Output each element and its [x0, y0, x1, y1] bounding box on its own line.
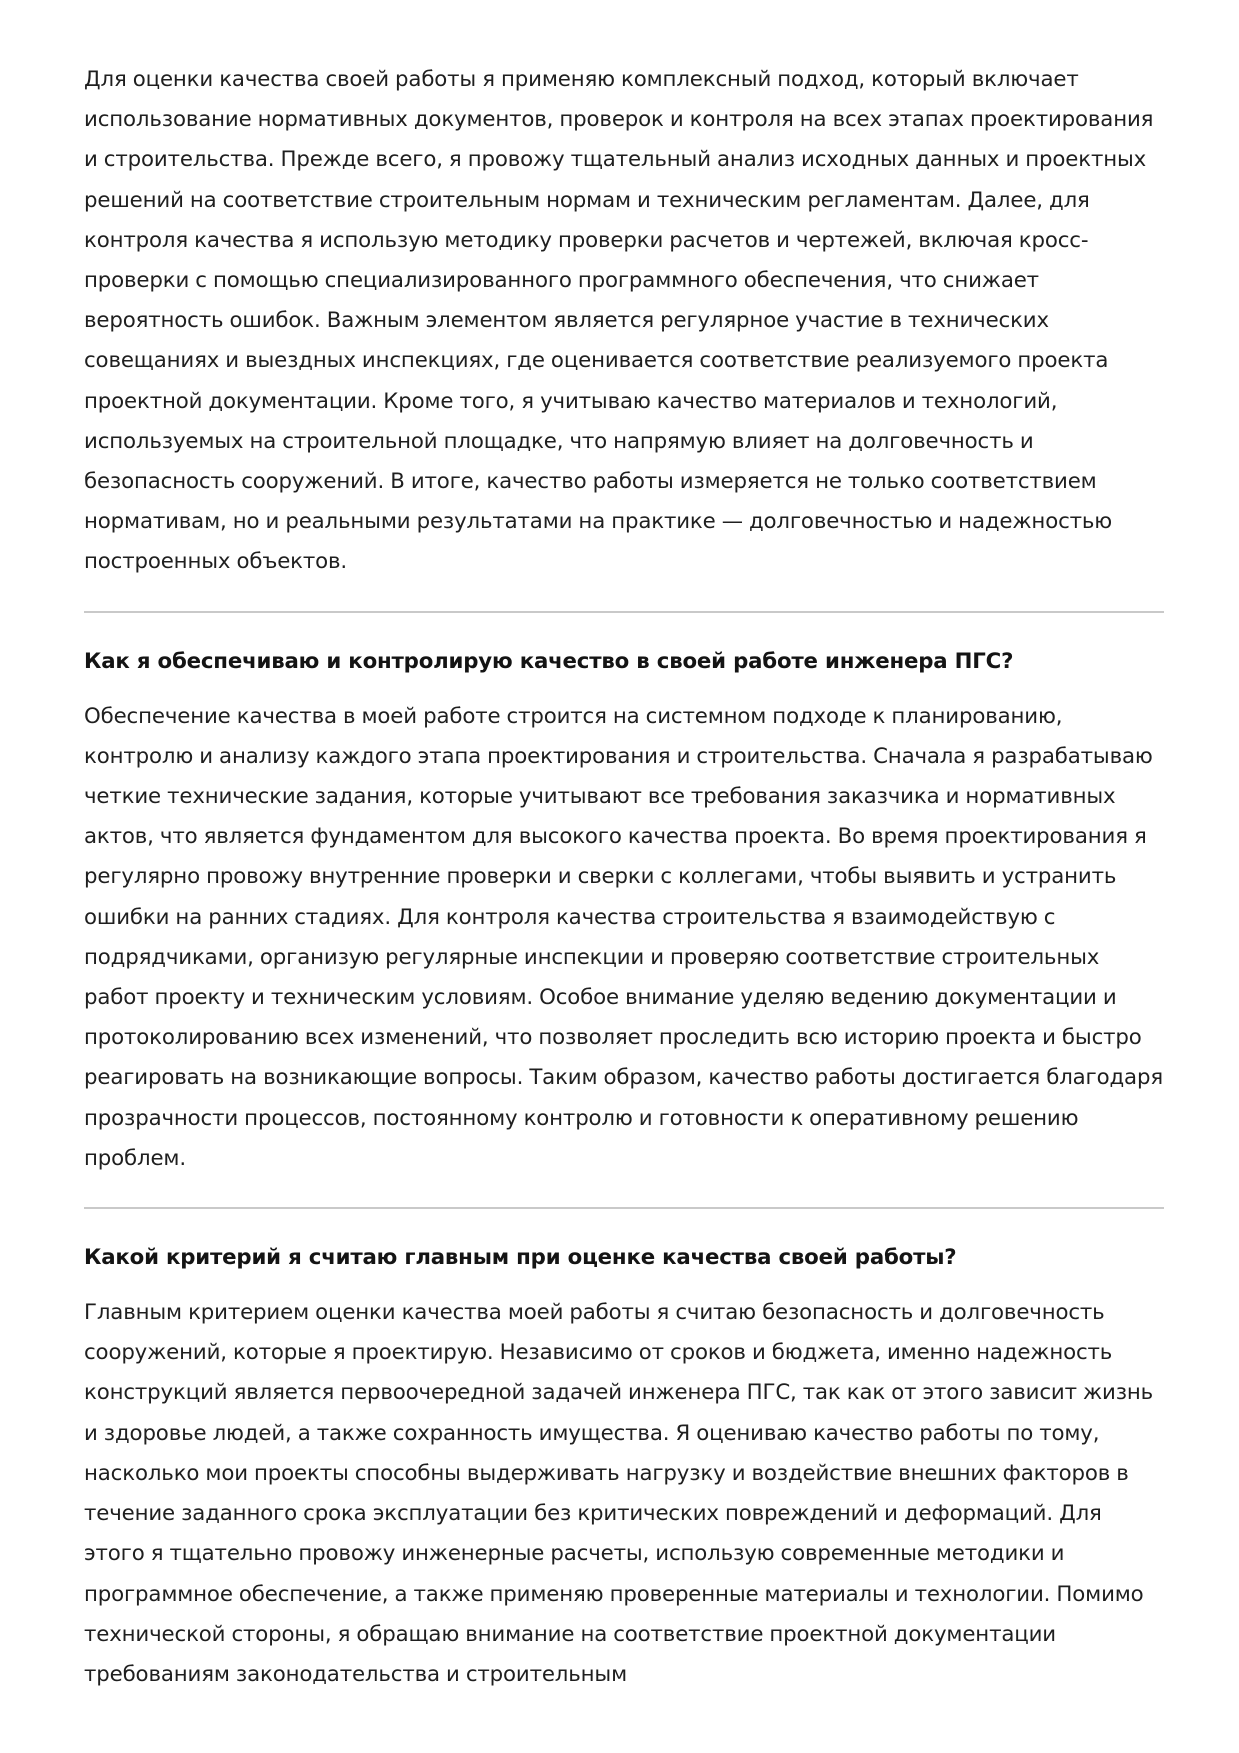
section-divider — [84, 1207, 1164, 1209]
section-divider — [84, 611, 1164, 613]
section-heading: Как я обеспечиваю и контролирую качество в своей работе инженера ПГС? — [84, 648, 1014, 674]
section-answer: Главным критерием оценки качества моей работы я считаю безопасность и долговечность сооружений, которые я проектирую. Независимо от сроков и бюджета, именно надежность конструкций является первоочередной задачей инженера ПГС, так как от этого зависит жизнь и здоровье людей, а также сохранность имущества. Я оцениваю качество работы по тому, насколько мои проекты способны выдерживать нагрузку и воздействие внешних факторов в течение заданного срока эксплуатации без критических повреждений и деформаций. Для этого я тщательно провожу инженерные расчеты, использую современные методики и программное обеспечение, а также применяю проверенные материалы и технологии. Помимо технической стороны, я обращаю внимание на соответствие проектной документации требованиям законодательства и строительным — [84, 1300, 1154, 1687]
section-heading: Какой критерий я считаю главным при оценке качества своей работы? — [84, 1245, 957, 1271]
document-page — [84, 60, 1164, 1695]
section-answer: Обеспечение качества в моей работе строится на системном подходе к планированию, контролю и анализу каждого этапа проектирования и строительства. Сначала я разрабатываю четкие технические задания, которые учитывают все требования заказчика и нормативных актов, что является фундаментом для высокого качества проекта. Во время проектирования я регулярно провожу внутренние проверки и сверки с коллегами, чтобы выявить и устранить ошибки на ранних стадиях. Для контроля качества строительства я взаимодействую с подрядчиками, организую регулярные инспекции и проверяю соответствие строительных работ проекту и техническим условиям. Особое внимание уделяю ведению документации и протоколированию всех изменений, что позволяет проследить всю историю проекта и быстро реагировать на возникающие вопросы. Таким образом, качество работы достигается благодаря прозрачности процессов, постоянному контролю и готовности к оперативному решению проблем. — [84, 703, 1163, 1171]
intro-paragraph: Для оценки качества своей работы я применяю комплексный подход, который включает использование нормативных документов, проверок и контроля на всех этапах проектирования и строительства. Прежде всего, я провожу тщательный анализ исходных данных и проектных решений на соответствие строительным нормам и техническим регламентам. Далее, для контроля качества я использую методику проверки расчетов и чертежей, включая кросс-проверки с помощью специализированного программного обеспечения, что снижает вероятность ошибок. Важным элементом является регулярное участие в технических совещаниях и выездных инспекциях, где оценивается соответствие реализуемого проекта проектной документации. Кроме того, я учитываю качество материалов и технологий, используемых на строительной площадке, что напрямую влияет на долговечность и безопасность сооружений. В итоге, качество работы измеряется не только соответствием нормативам, но и реальными результатами на практике — долговечностью и надежностью построенных объектов. — [84, 67, 1154, 575]
